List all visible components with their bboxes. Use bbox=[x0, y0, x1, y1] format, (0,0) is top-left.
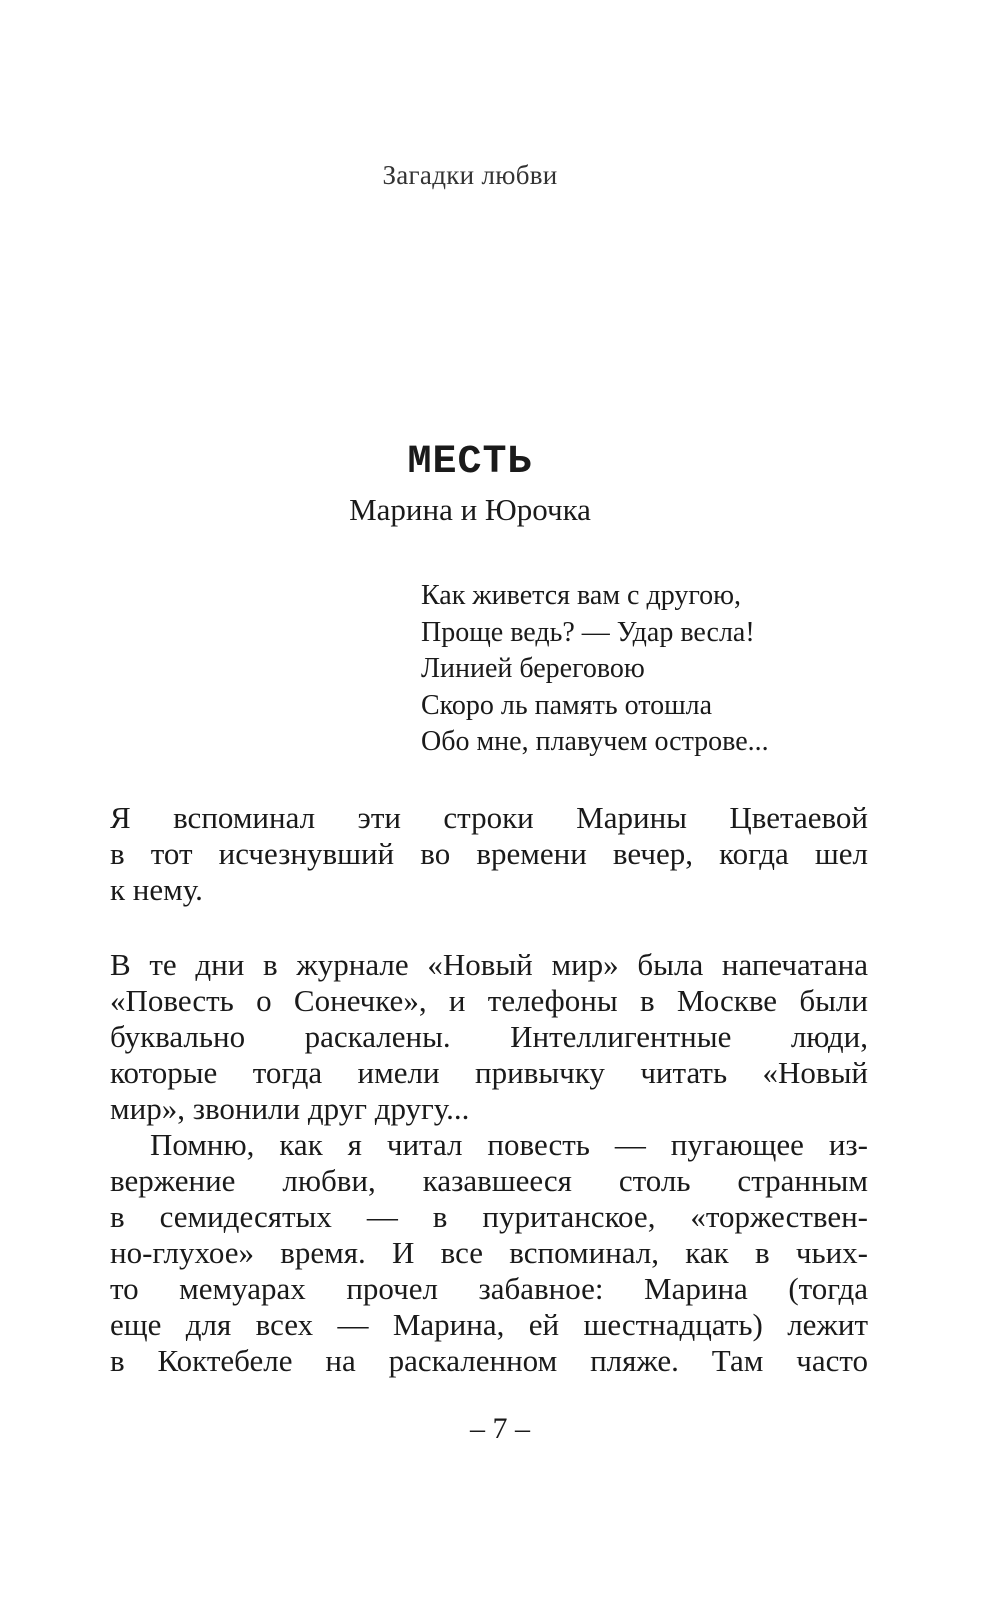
chapter-title: МЕСТЬ bbox=[407, 440, 533, 485]
paragraph-3-line: но-глухое» время. И все вспоминал, как в чьих- bbox=[110, 1235, 868, 1270]
epigraph bbox=[421, 578, 769, 761]
paragraph-1-line: в тот исчезнувший во времени вечер, когда шел bbox=[110, 836, 868, 871]
paragraph-2-line: «Повесть о Сонечке», и телефоны в Москве были bbox=[110, 983, 868, 1018]
paragraph-2-line: которые тогда имели привычку читать «Новый bbox=[110, 1055, 868, 1090]
paragraph-2-line: буквально раскалены. Интеллигентные люди, bbox=[110, 1019, 868, 1054]
page-number: – 7 – bbox=[470, 1412, 530, 1445]
epigraph-line: Обо мне, плавучем острове... bbox=[421, 726, 769, 757]
epigraph-line: Скоро ль память отошла bbox=[421, 689, 713, 721]
epigraph-line: Как живется вам с другою, bbox=[421, 580, 742, 611]
paragraph-3-line: еще для всех — Марина, ей шестнадцать) лежит bbox=[110, 1307, 868, 1342]
paragraph-1-line: Я вспоминал эти строки Марины Цветаевой bbox=[110, 800, 868, 835]
paragraph-3-line: в Коктебеле на раскаленном пляже. Там часто bbox=[110, 1343, 868, 1378]
running-head: Загадки любви bbox=[382, 160, 558, 190]
paragraph-3-line: то мемуарах прочел забавное: Марина (тогда bbox=[110, 1271, 868, 1306]
paragraph-2-line: мир», звонили друг другу... bbox=[110, 1091, 470, 1126]
paragraph-3-line: Помню, как я читал повесть — пугающее из- bbox=[150, 1127, 868, 1162]
paragraph-1-line: к нему. bbox=[110, 872, 203, 907]
paragraph-3-line: в семидесятых — в пуританское, «торжествен- bbox=[110, 1199, 868, 1234]
chapter-subtitle: Марина и Юрочка bbox=[349, 492, 591, 527]
epigraph-line: Линией береговою bbox=[421, 653, 645, 684]
paragraph-2-line: В те дни в журнале «Новый мир» была напечатана bbox=[110, 947, 868, 982]
paragraph-3-line: вержение любви, казавшееся столь странным bbox=[110, 1163, 868, 1198]
epigraph-line: Проще ведь? — Удар весла! bbox=[421, 616, 755, 648]
